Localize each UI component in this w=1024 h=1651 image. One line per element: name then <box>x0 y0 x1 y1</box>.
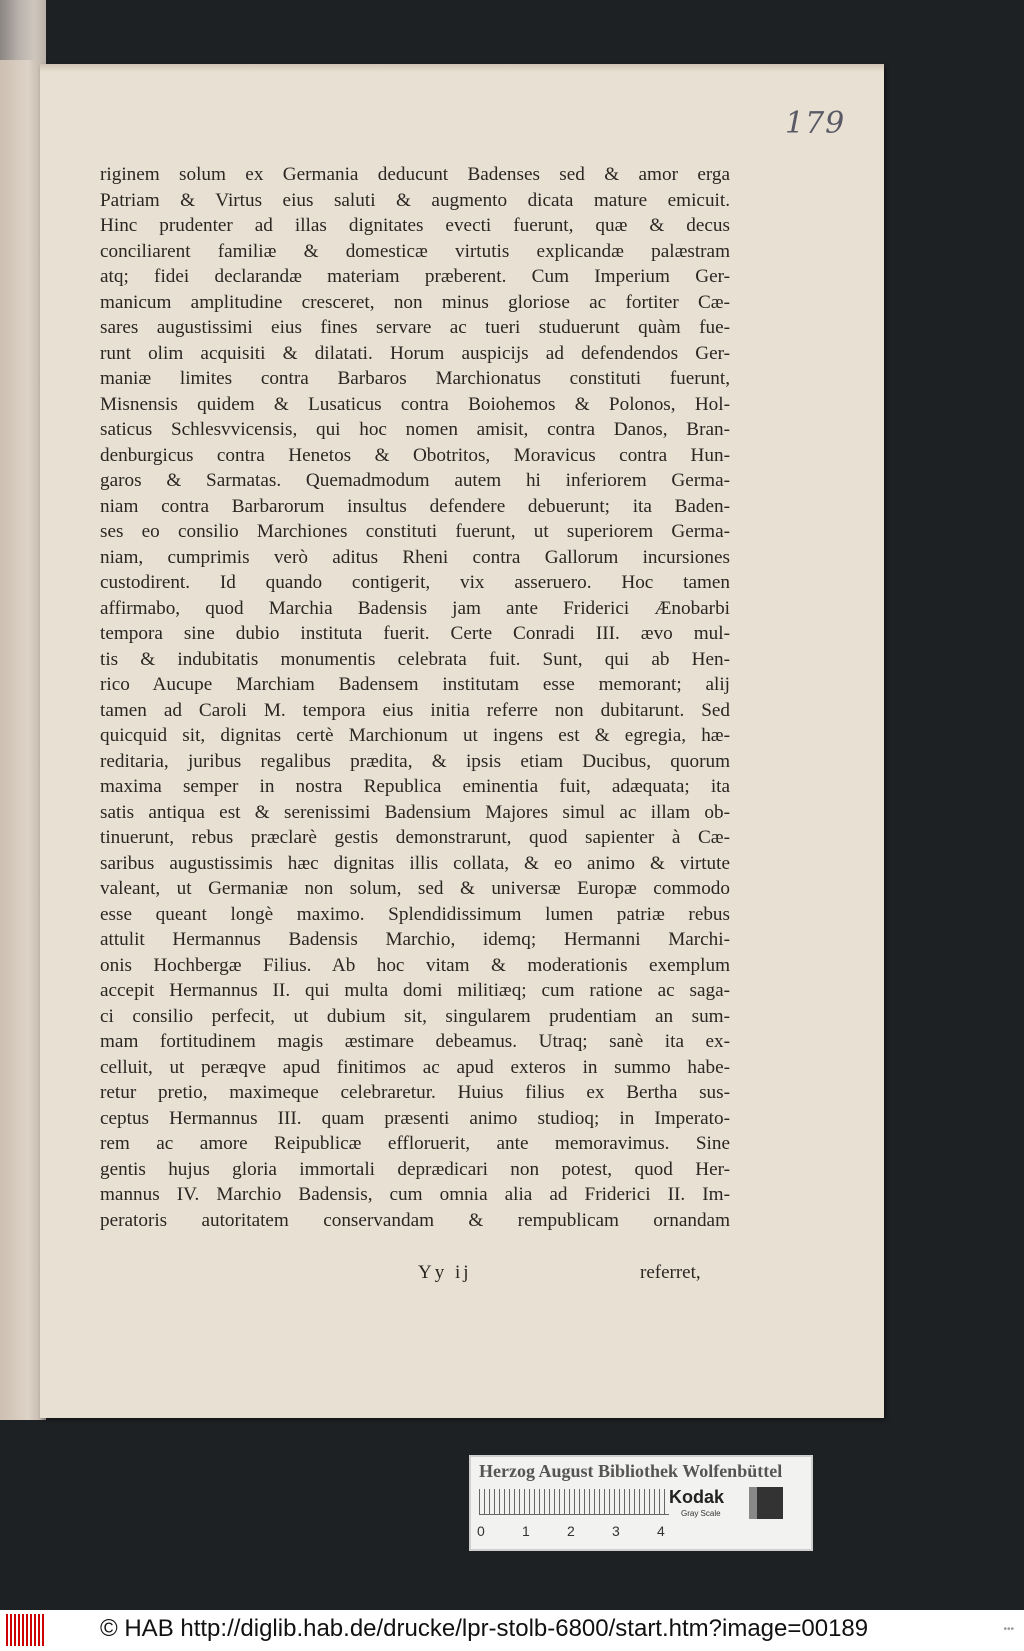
barcode-icon <box>6 1614 46 1646</box>
footer-dots: ••• <box>1003 1624 1014 1635</box>
text-line: reditaria, juribus regalibus prædita, & ipsis etiam Ducibus, quorum <box>100 750 730 772</box>
color-target-card <box>469 1455 813 1551</box>
text-line: peratoris autoritatem conservandam & rempublicam ornandam <box>100 1209 730 1231</box>
text-line: ci consilio perfecit, ut dubium sit, singularem prudentiam an sum- <box>100 1005 730 1027</box>
gray-patch-dark <box>757 1487 783 1519</box>
body-text <box>100 162 730 1233</box>
source-url[interactable]: © HAB http://diglib.hab.de/drucke/lpr-stolb-6800/start.htm?image=00189 <box>100 1615 869 1642</box>
text-line: rem ac amore Reipublicæ effloruerit, ante memoravimus. Sine <box>100 1133 730 1154</box>
ruler-scale <box>479 1489 669 1515</box>
text-line: quicquid sit, dignitas certè Marchionum ut ingens est & egregia, hæ- <box>100 725 730 746</box>
text-line: satis antiqua est & serenissimi Badensium Majores simul ac illam ob- <box>100 801 730 823</box>
text-line: mannus IV. Marchio Badensis, cum omnia alia ad Friderici II. Im- <box>100 1184 730 1205</box>
text-line: garos & Sarmatas. Quemadmodum autem hi inferiorem Germa- <box>100 470 730 491</box>
bound-page-edge-inner <box>0 60 40 1420</box>
gray-patch-mid <box>749 1487 757 1519</box>
text-line: celluit, ut peræqve apud finitimos ac apud exteros in summo habe- <box>100 1056 730 1078</box>
text-line: tempora sine dubio instituta fuerit. Certe Conradi III. ævo mul- <box>100 623 730 644</box>
text-line: onis Hochbergæ Filius. Ab hoc vitam & moderationis exemplum <box>100 954 730 976</box>
text-line: atq; fidei declarandæ materiam præberent. Cum Imperium Ger- <box>100 266 730 287</box>
text-line: denburgicus contra Henetos & Obotritos, Moravicus contra Hun- <box>100 444 730 466</box>
text-line: attulit Hermannus Badensis Marchio, idemq; Hermanni Marchi- <box>100 929 730 950</box>
ruler-number: 2 <box>567 1523 575 1539</box>
text-line: saticus Schlesvvicensis, qui hoc nomen amisit, contra Danos, Bran- <box>100 419 730 440</box>
text-line: valeant, ut Germaniæ non solum, sed & universæ Europæ commodo <box>100 878 730 899</box>
text-line: niam contra Barbarorum insultus defendere debuerunt; ita Baden- <box>100 495 730 517</box>
ruler-numbers <box>477 1523 667 1539</box>
text-line: manicum amplitudine cresceret, non minus gloriose ac fortiter Cæ- <box>100 291 730 313</box>
footer-bar <box>0 1610 1024 1651</box>
text-line: Misnensis quidem & Lusaticus contra Boiohemos & Polonos, Hol- <box>100 393 730 415</box>
page-top-edge <box>40 64 884 72</box>
text-line: Hinc prudenter ad illas dignitates evecti fuerunt, quæ & decus <box>100 215 730 236</box>
text-line: gentis hujus gloria immortali deprædicari non potest, quod Her- <box>100 1158 730 1180</box>
text-line: sares augustissimi eius fines servare ac tueri studuerunt quàm fue- <box>100 317 730 338</box>
text-line: niam, cumprimis verò aditus Rheni contra Gallorum incursiones <box>100 546 730 568</box>
catchword: referret, <box>640 1262 701 1283</box>
text-line: conciliarent familiæ & domesticæ virtutis explicandæ palæstram <box>100 240 730 262</box>
text-line: mam fortitudinem magis æstimare debeamus. Utraq; sanè ita ex- <box>100 1031 730 1052</box>
ruler-number: 0 <box>477 1523 485 1539</box>
text-line: retur pretio, maximeque celebraretur. Huius filius ex Bertha sus- <box>100 1082 730 1103</box>
text-line: tis & indubitatis monumentis celebrata fuit. Sunt, qui ab Hen- <box>100 648 730 670</box>
text-line: affirmabo, quod Marchia Badensis jam ante Friderici Ænobarbi <box>100 597 730 619</box>
text-line: riginem solum ex Germania deducunt Badenses sed & amor erga <box>100 164 730 185</box>
text-line: esse queant longè maximo. Splendidissimum lumen patriæ rebus <box>100 903 730 925</box>
text-line: accepit Hermannus II. qui multa domi militiæq; cum ratione ac saga- <box>100 980 730 1001</box>
gray-scale-label: Gray Scale <box>681 1509 721 1518</box>
text-line: saribus augustissimis hæc dignitas illis collata, & eo animo & virtute <box>100 852 730 874</box>
text-line: custodirent. Id quando contigerit, vix asseruero. Hoc tamen <box>100 572 730 593</box>
text-line: ses eo consilio Marchiones constituti fuerunt, ut superiorem Germa- <box>100 521 730 542</box>
text-line: runt olim acquisiti & dilatati. Horum auspicijs ad defendendos Ger- <box>100 342 730 364</box>
target-title: Herzog August Bibliothek Wolfenbüttel <box>479 1461 783 1481</box>
text-line: maniæ limites contra Barbaros Marchionatus constituti fuerunt, <box>100 368 730 389</box>
text-line: rico Aucupe Marchiam Badensem institutam esse memorant; alij <box>100 674 730 695</box>
text-line: Patriam & Virtus eius saluti & augmento dicata mature emicuit. <box>100 189 730 211</box>
ruler-number: 4 <box>657 1523 665 1539</box>
text-line: ceptus Hermannus III. quam præsenti animo studioq; in Imperato- <box>100 1107 730 1129</box>
ruler-number: 1 <box>522 1523 530 1539</box>
signature-mark: Yy ij <box>418 1262 472 1283</box>
ruler-number: 3 <box>612 1523 620 1539</box>
kodak-logo: Kodak <box>669 1487 725 1507</box>
text-line: tamen ad Caroli M. tempora eius initia referre non dubitarunt. Sed <box>100 699 730 721</box>
text-line: tinuerunt, rebus præclarè gestis demonstrarunt, quod sapienter à Cæ- <box>100 827 730 848</box>
folio-number: 179 <box>785 106 846 141</box>
text-line: maxima semper in nostra Republica eminentia fuit, adæquata; ita <box>100 776 730 797</box>
